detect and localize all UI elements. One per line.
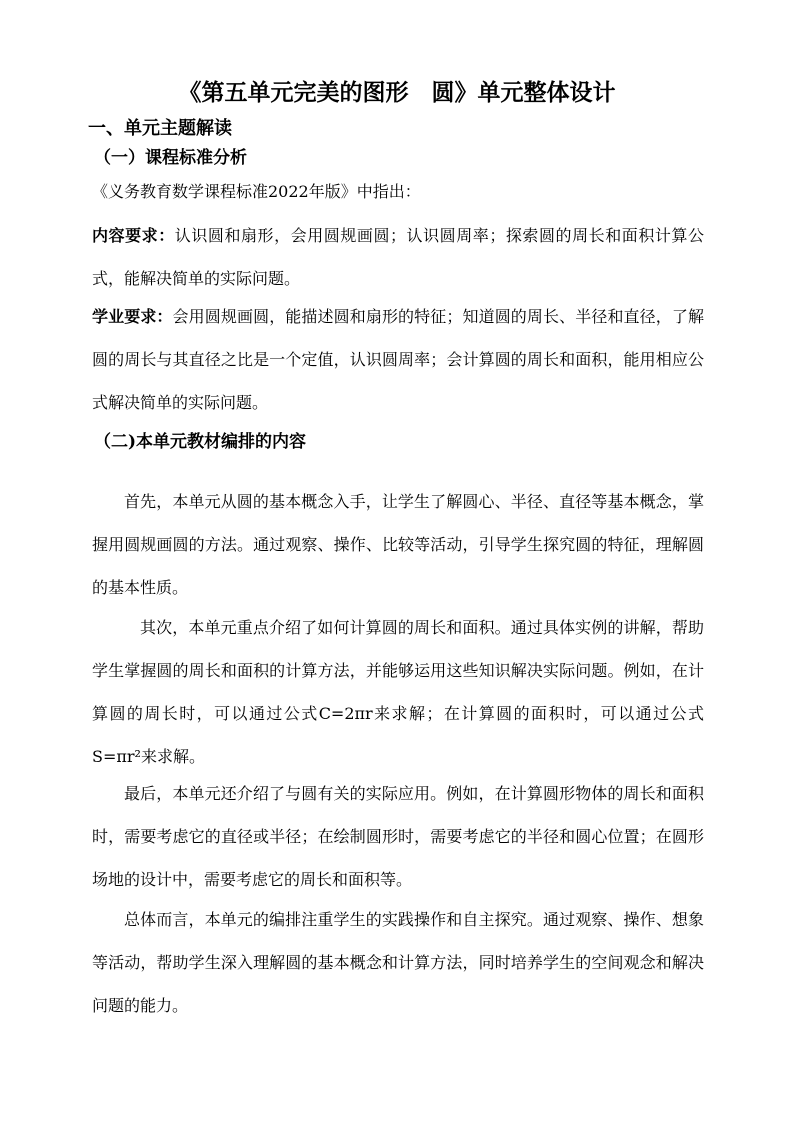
paragraph-first: 首先，本单元从圆的基本概念入手，让学生了解圆心、半径、直径等基本概念，掌握用圆规画圆的方法。通过观察、操作、比较等活动，引导学生探究圆的特征，理解圆的基本性质。 [92,492,704,597]
paragraph-last: 最后，本单元还介绍了与圆有关的实际应用。例如，在计算圆形物体的周长和面积时，需要考虑它的直径或半径；在绘制圆形时，需要考虑它的半径和圆心位置；在圆形场地的设计中，需要考虑它的周长和面积等。 [92,784,704,889]
standard-intro-paragraph: 《义务教育数学课程标准2022年版》中指出： [92,182,421,201]
paragraph-summary: 总体而言，本单元的编排注重学生的实践操作和自主探究。通过观察、操作、想象等活动，帮助学生深入理解圆的基本概念和计算方法，同时培养学生的空间观念和解决问题的能力。 [92,910,704,1015]
section-heading-unit-theme: 一、单元主题解读 [88,118,232,139]
paragraph-second: 其次，本单元重点介绍了如何计算圆的周长和面积。通过具体实例的讲解，帮助学生掌握圆的周长和面积的计算方法，并能够运用这些知识解决实际问题。例如，在计算圆的周长时，可以通过公式C=2πr来求解；在计算圆的面积时，可以通过公式S=πr²来求解。 [92,618,704,766]
content-requirements-paragraph [92,214,704,300]
academic-requirements-paragraph [92,295,704,424]
content-requirements-text: 认识圆和扇形，会用圆规画圆；认识圆周率；探索圆的周长和面积计算公式，能解决简单的实际问题。 [92,226,704,288]
document-title: 《第五单元完美的图形 圆》单元整体设计 [178,79,616,106]
content-requirements-label: 内容要求： [92,226,175,245]
academic-requirements-text: 会用圆规画圆，能描述圆和扇形的特征；知道圆的周长、半径和直径，了解圆的周长与其直径之比是一个定值，认识圆周率；会计算圆的周长和面积，能用相应公式解决简单的实际问题。 [92,307,704,412]
subsection-heading-curriculum: （一）课程标准分析 [94,148,247,168]
subsection-heading-textbook-content: （二)本单元教材编排的内容 [94,432,307,452]
academic-requirements-label: 学业要求： [92,307,173,326]
